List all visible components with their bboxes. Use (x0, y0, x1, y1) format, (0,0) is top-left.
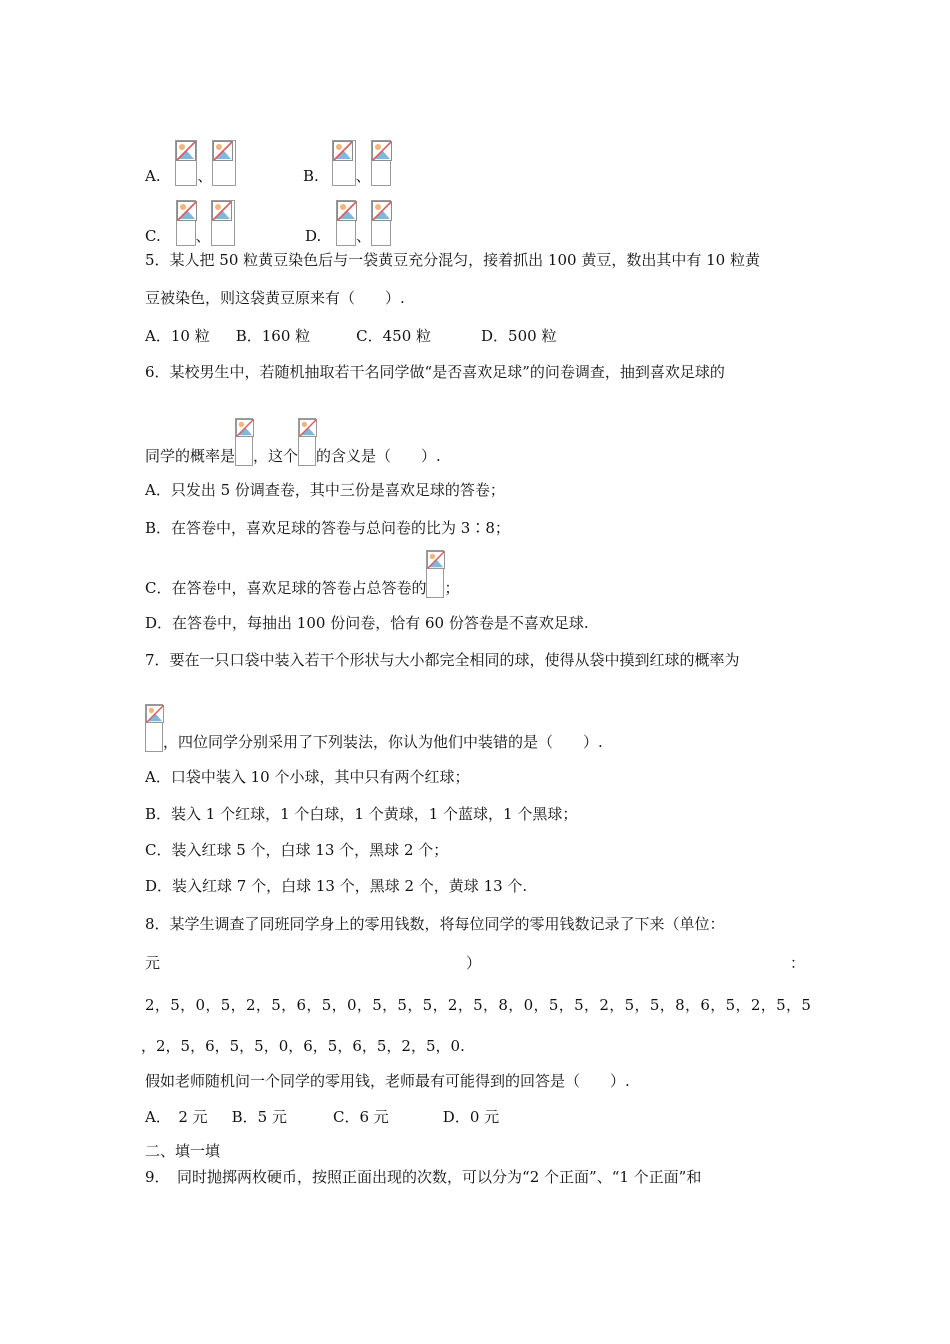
image-icon (371, 200, 391, 246)
q7-stem-text: ，四位同学分别采用了下列装法，你认为他们中装错的是（ ）. (163, 733, 603, 751)
image-icon (371, 140, 391, 186)
image-icon (212, 140, 236, 186)
fraction-image-icon (426, 550, 444, 598)
q8-data-line2: ，2，5，6，5，5，0，6，5，6，5，2，5，0. (141, 1037, 465, 1055)
q6-stem-text-b: ，这个 (253, 447, 299, 465)
q8-option-d: D．0 元 (442, 1108, 500, 1126)
q6-option-c-text: C．在答卷中，喜欢足球的答卷占总答卷的 (145, 579, 427, 597)
q8-data-line1: 2，5，0，5，2，5，6，5，0，5，5，5，2，5，8，0，5，5，2，5，5，8，6，5，2，5，5 (145, 996, 812, 1014)
q8-option-b: B．5 元 (231, 1108, 287, 1126)
q8-unit: 元 (145, 954, 161, 972)
fraction-image-icon (298, 418, 316, 466)
q8-stem-line1: 8．某学生调查了同班同学身上的零用钱数，将每位同学的零用钱数记录了下来（单位： (145, 915, 725, 933)
q4-opt-c-label: C. (145, 227, 161, 245)
q6-stem-line1: 6．某校男生中，若随机抽取若干名同学做“是否喜欢足球”的问卷调查，抽到喜欢足球的 (145, 363, 725, 381)
separator: 、 (195, 227, 211, 245)
q8-options (145, 1107, 499, 1127)
q8-close-paren: ） (466, 954, 482, 972)
q6-option-c (145, 550, 460, 598)
section-title: 二、填一填 (145, 1142, 221, 1160)
q6-stem-line2 (145, 418, 441, 466)
image-icon (336, 200, 356, 246)
q6-option-c-end: ； (444, 579, 460, 597)
separator: 、 (197, 167, 213, 185)
q6-option-b: B．在答卷中，喜欢足球的答卷与总问卷的比为 3∶8； (145, 519, 510, 537)
image-icon (176, 200, 196, 246)
q4-option-d (305, 200, 391, 246)
q7-option-c: C．装入红球 5 个，白球 13 个，黑球 2 个； (145, 841, 449, 859)
q5-option-c: C．450 粒 (356, 327, 432, 345)
q4-opt-d-label: D. (305, 227, 322, 245)
q8-question: 假如老师随机问一个同学的零用钱，老师最有可能得到的回答是（ ）. (145, 1072, 630, 1090)
q5-option-d: D．500 粒 (481, 327, 557, 345)
q4-option-c (145, 200, 235, 246)
q7-option-b: B．装入 1 个红球，1 个白球，1 个黄球，1 个蓝球，1 个黑球； (145, 805, 578, 823)
q5-stem-line1: 5．某人把 50 粒黄豆染色后与一袋黄豆充分混匀，接着抓出 100 黄豆，数出其中有 10 粒黄 (145, 251, 760, 269)
q5-option-a: A．10 粒 (145, 327, 210, 345)
q4-opt-b-label: B. (303, 167, 319, 185)
q6-stem-text-a: 同学的概率是 (145, 447, 236, 465)
q5-options (145, 326, 556, 346)
q5-stem-line2: 豆被染色，则这袋黄豆原来有（ ）. (145, 289, 405, 307)
q7-option-a: A．口袋中装入 10 个小球，其中只有两个红球； (145, 768, 470, 786)
q8-option-a: A． 2 元 (145, 1108, 208, 1126)
image-icon (175, 140, 197, 186)
fraction-image-icon (145, 704, 163, 752)
image-icon (332, 140, 356, 186)
q7-option-d: D．装入红球 7 个，白球 13 个，黑球 2 个，黄球 13 个. (145, 877, 528, 895)
separator: 、 (356, 227, 372, 245)
q6-option-d: D．在答卷中，每抽出 100 份问卷，恰有 60 份答卷是不喜欢足球. (145, 614, 589, 632)
q4-opt-a-label: A. (145, 167, 161, 185)
q8-colon: ： (790, 954, 806, 972)
q7-stem-line2 (145, 704, 603, 752)
q9-stem-line1: 9． 同时抛掷两枚硬币，按照正面出现的次数，可以分为“2 个正面”、“1 个正面”和 (145, 1168, 702, 1186)
q4-option-b (303, 140, 391, 186)
separator: 、 (355, 167, 371, 185)
q6-stem-text-c: 的含义是（ ）. (316, 447, 441, 465)
q7-stem-line1: 7．要在一只口袋中装入若干个形状与大小都完全相同的球，使得从袋中摸到红球的概率为 (145, 651, 740, 669)
q6-option-a: A．只发出 5 份调查卷，其中三份是喜欢足球的答卷； (145, 481, 505, 499)
q8-option-c: C．6 元 (333, 1108, 389, 1126)
q5-option-b: B．160 粒 (235, 327, 311, 345)
q4-option-a (145, 140, 236, 186)
image-icon (211, 200, 235, 246)
fraction-image-icon (235, 418, 253, 466)
